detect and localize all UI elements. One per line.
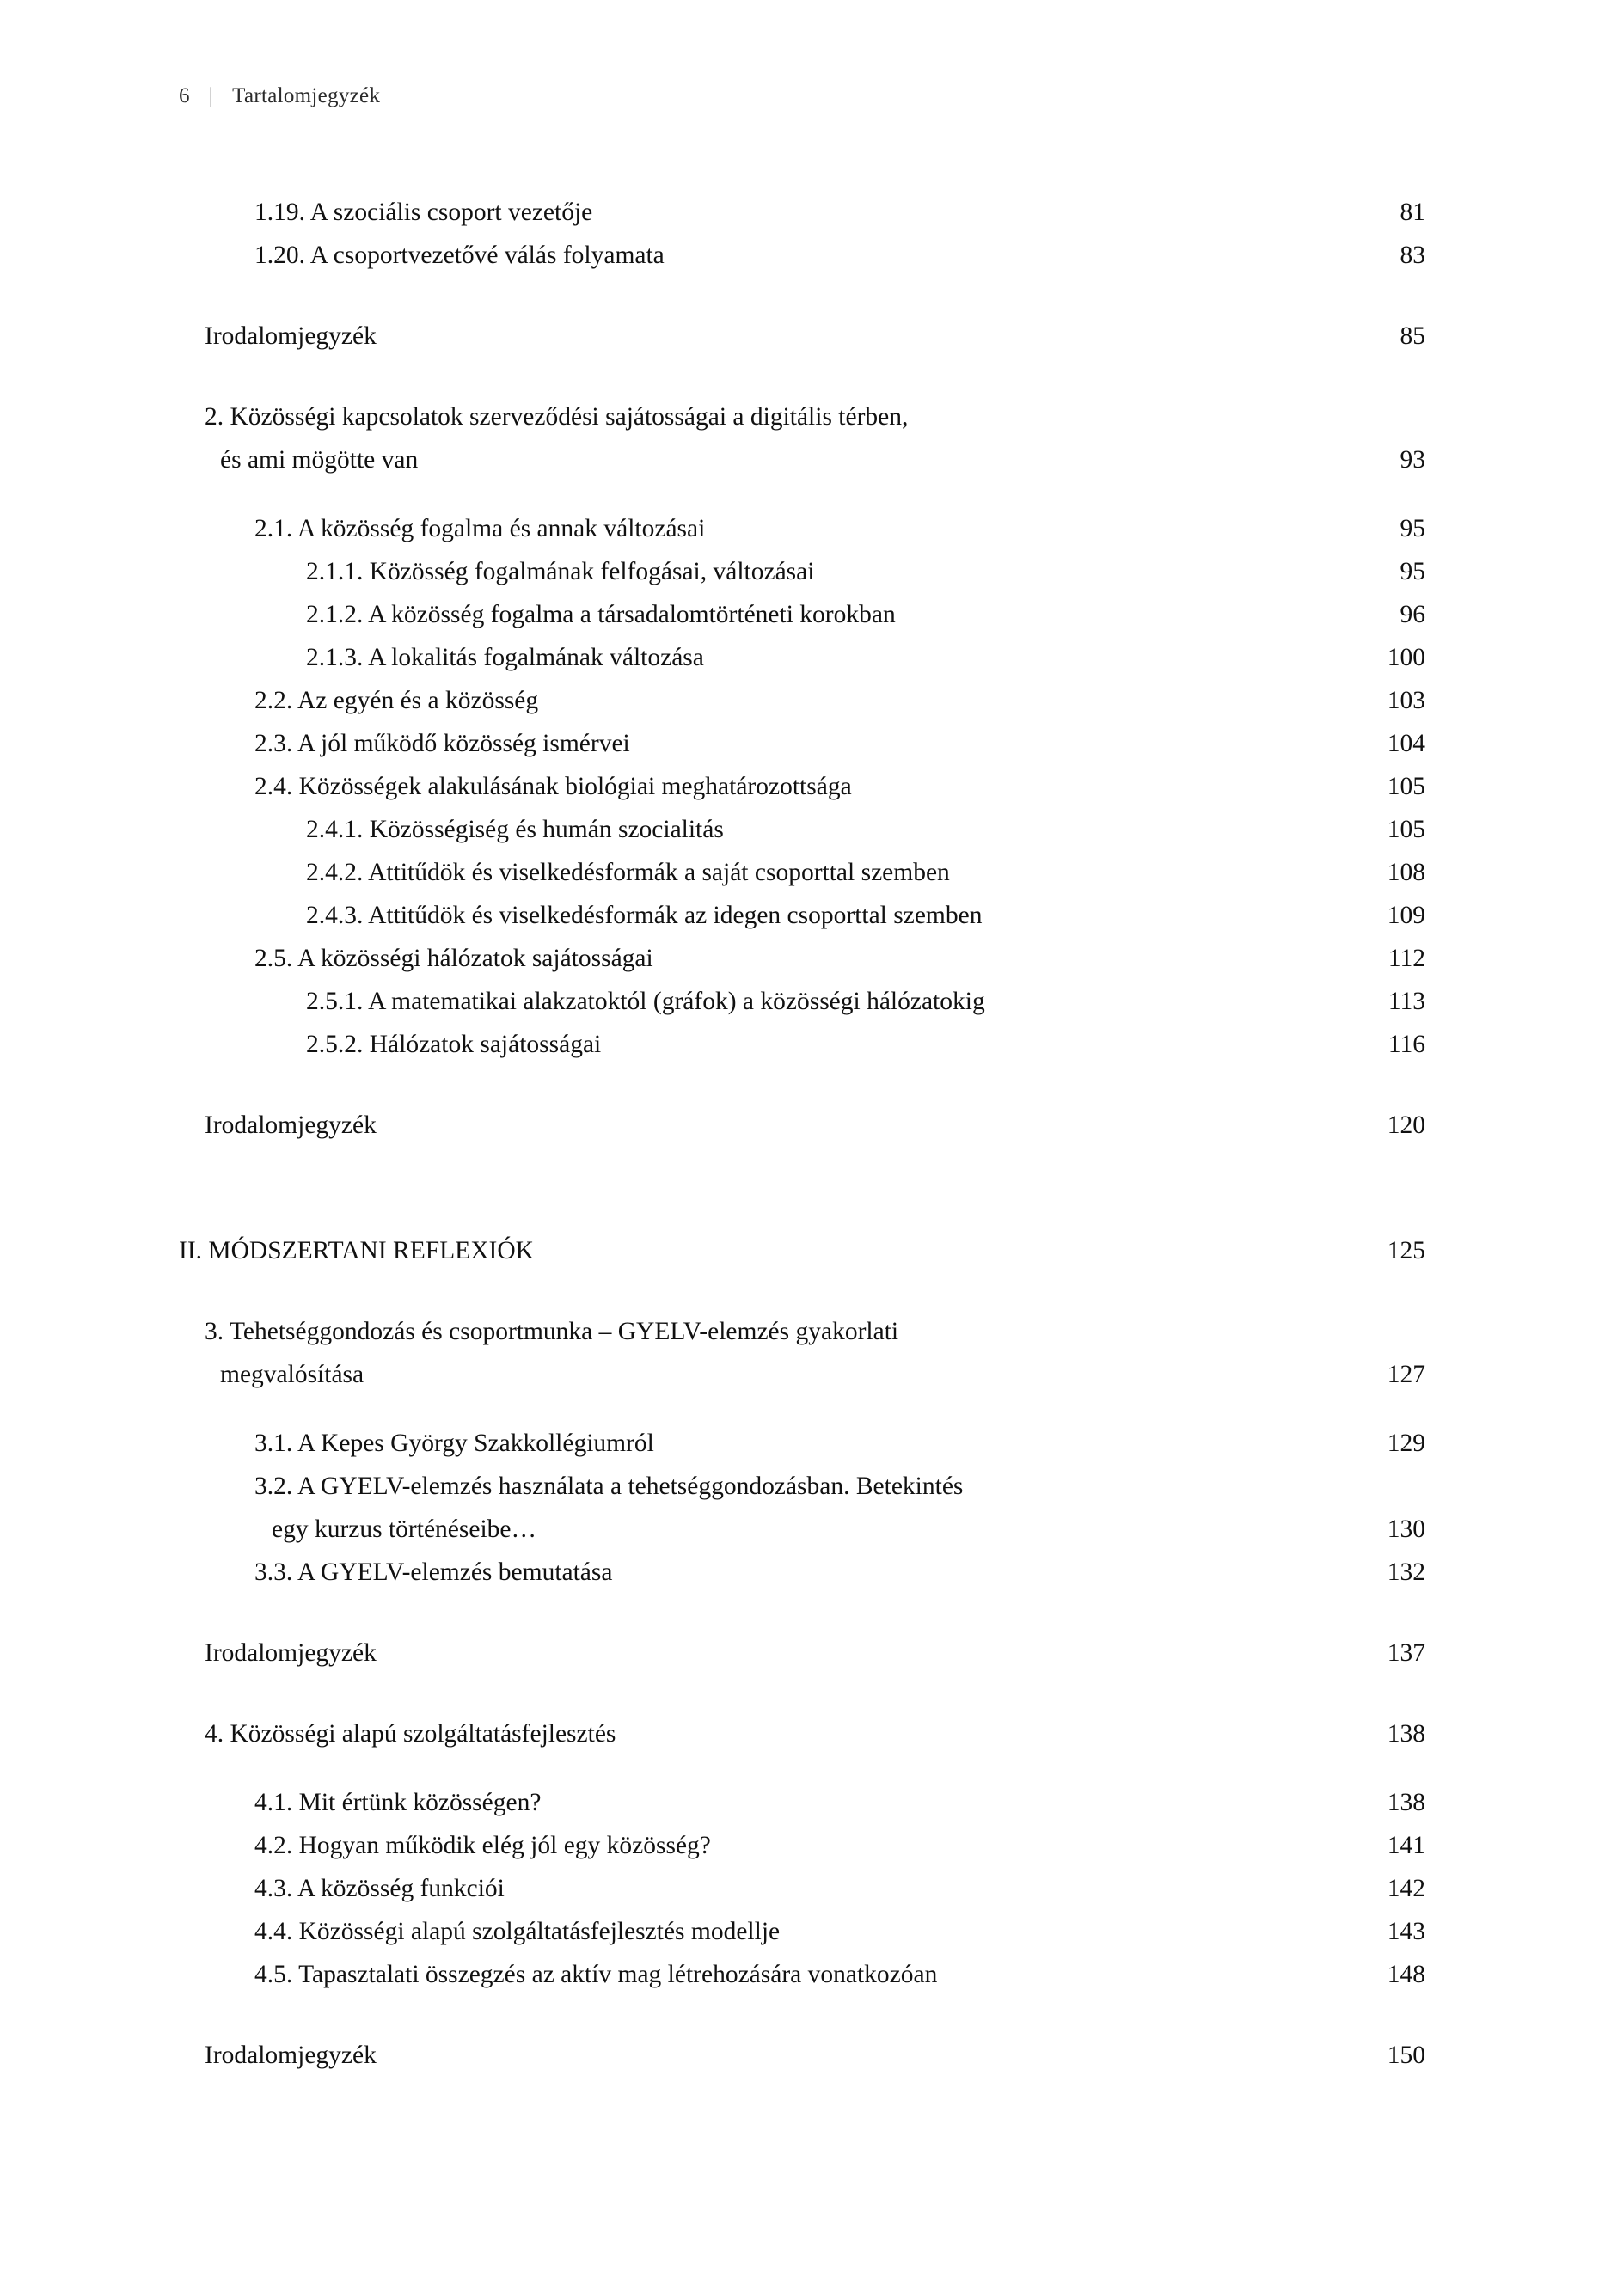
toc-entry-page: 95 — [1400, 515, 1425, 542]
spacer — [179, 1396, 1425, 1422]
spacer — [179, 358, 1425, 395]
toc-entry-title: 4. Közösségi alapú szolgáltatásfejlesztés — [205, 1720, 616, 1748]
spacer — [179, 1675, 1425, 1712]
toc-entry-chapter[interactable] — [205, 395, 1425, 438]
toc-entry-title: 2.4. Közösségek alakulásának biológiai meghatározottsága — [254, 773, 852, 800]
toc-entry-title: 1.20. A csoportvezetővé válás folyamata — [254, 242, 665, 269]
toc-entry-bibliography[interactable] — [205, 2034, 1425, 2077]
toc-entry-title: 1.19. A szociális csoport vezetője — [254, 199, 593, 226]
table-of-contents — [179, 191, 1425, 2077]
toc-entry-title: Irodalomjegyzék — [205, 322, 377, 350]
toc-entry[interactable] — [254, 765, 1425, 808]
toc-entry-page: 130 — [1387, 1515, 1425, 1543]
toc-entry-page: 85 — [1400, 322, 1425, 350]
toc-entry-bibliography[interactable] — [205, 1632, 1425, 1675]
toc-entry-page: 129 — [1387, 1430, 1425, 1457]
spacer — [179, 1147, 1425, 1229]
toc-entry-title: 2.5.1. A matematikai alakzatoktól (gráfok) a közösségi hálózatokig — [306, 988, 985, 1015]
toc-entry[interactable] — [254, 191, 1425, 234]
toc-entry-title: 2.1. A közösség fogalma és annak változásai — [254, 515, 706, 542]
toc-entry[interactable] — [254, 1422, 1425, 1465]
toc-entry-chapter[interactable] — [205, 1310, 1425, 1353]
toc-entry-title: Irodalomjegyzék — [205, 2042, 377, 2069]
toc-entry[interactable] — [306, 808, 1425, 851]
toc-entry-page: 148 — [1387, 1961, 1425, 1988]
toc-entry-title: 2.5.2. Hálózatok sajátosságai — [306, 1031, 602, 1058]
toc-entry-title: és ami mögötte van — [220, 446, 419, 474]
toc-entry-page: 104 — [1387, 730, 1425, 757]
toc-entry-title: 3.2. A GYELV-elemzés használata a tehetséggondozásban. Betekintés — [254, 1473, 964, 1500]
toc-entry-title: 2.4.2. Attitűdök és viselkedésformák a saját csoporttal szemben — [306, 859, 950, 886]
toc-entry-page: 127 — [1387, 1361, 1425, 1388]
toc-entry-title: 3.1. A Kepes György Szakkollégiumról — [254, 1430, 654, 1457]
toc-entry[interactable] — [254, 722, 1425, 765]
toc-entry[interactable] — [254, 679, 1425, 722]
toc-entry-title: 3.3. A GYELV-elemzés bemutatása — [254, 1558, 613, 1586]
spacer — [179, 1996, 1425, 2034]
toc-entry[interactable] — [254, 1465, 1425, 1508]
toc-entry-title: 2.1.3. A lokalitás fogalmának változása — [306, 644, 704, 671]
toc-entry-title: 4.5. Tapasztalati összegzés az aktív mag létrehozására vonatkozóan — [254, 1961, 938, 1988]
toc-entry-page: 112 — [1388, 945, 1425, 972]
toc-entry-page: 81 — [1400, 199, 1425, 226]
spacer — [179, 277, 1425, 315]
spacer — [179, 1272, 1425, 1310]
toc-entry-title: 3. Tehetséggondozás és csoportmunka – GYELV-elemzés gyakorlati — [205, 1318, 899, 1345]
toc-entry-page: 120 — [1387, 1111, 1425, 1139]
toc-entry-page: 138 — [1387, 1720, 1425, 1748]
toc-entry[interactable] — [254, 1551, 1425, 1594]
toc-entry[interactable] — [254, 507, 1425, 550]
running-head-label: Tartalomjegyzék — [232, 84, 381, 107]
toc-entry-title: Irodalomjegyzék — [205, 1111, 377, 1139]
running-head — [179, 84, 380, 108]
toc-entry-title: 4.3. A közösség funkciói — [254, 1875, 505, 1902]
toc-entry-title: egy kurzus történéseibe… — [272, 1515, 537, 1543]
toc-entry-title: 2.1.1. Közösség fogalmának felfogásai, változásai — [306, 558, 815, 585]
page-folio: 6 — [179, 84, 190, 107]
toc-entry-page: 138 — [1387, 1789, 1425, 1816]
toc-entry-title: 4.1. Mit értünk közösségen? — [254, 1789, 542, 1816]
toc-entry[interactable] — [306, 894, 1425, 937]
toc-entry-page: 93 — [1400, 446, 1425, 474]
toc-entry-page: 100 — [1387, 644, 1425, 671]
toc-entry[interactable] — [254, 1867, 1425, 1910]
toc-entry[interactable] — [306, 593, 1425, 636]
toc-entry-title: 2. Közösségi kapcsolatok szerveződési sajátosságai a digitális térben, — [205, 403, 909, 431]
spacer — [179, 1755, 1425, 1781]
toc-entry-bibliography[interactable] — [205, 1104, 1425, 1147]
toc-entry[interactable] — [254, 1824, 1425, 1867]
toc-entry-title: 2.3. A jól működő közösség ismérvei — [254, 730, 630, 757]
toc-entry[interactable] — [254, 937, 1425, 980]
toc-entry-page: 109 — [1387, 902, 1425, 929]
toc-entry[interactable] — [254, 1910, 1425, 1953]
toc-entry-page: 142 — [1387, 1875, 1425, 1902]
toc-entry-title: 4.2. Hogyan működik elég jól egy közösség? — [254, 1832, 711, 1859]
toc-entry-page: 143 — [1387, 1918, 1425, 1945]
toc-entry-page: 83 — [1400, 242, 1425, 269]
toc-entry-title: 2.5. A közösségi hálózatok sajátosságai — [254, 945, 653, 972]
toc-entry-bibliography[interactable] — [205, 315, 1425, 358]
toc-entry-page: 125 — [1387, 1237, 1425, 1264]
toc-entry[interactable] — [254, 1953, 1425, 1996]
toc-entry-chapter-continuation[interactable] — [220, 438, 1425, 481]
toc-entry-page: 95 — [1400, 558, 1425, 585]
toc-entry[interactable] — [306, 636, 1425, 679]
toc-entry-page: 105 — [1387, 773, 1425, 800]
toc-entry-title: 2.1.2. A közösség fogalma a társadalomtörténeti korokban — [306, 601, 896, 628]
toc-entry-continuation[interactable] — [272, 1508, 1425, 1551]
toc-entry[interactable] — [306, 980, 1425, 1023]
toc-entry-page: 137 — [1387, 1639, 1425, 1667]
spacer — [179, 1066, 1425, 1104]
toc-entry[interactable] — [306, 550, 1425, 593]
toc-entry-title: II. MÓDSZERTANI REFLEXIÓK — [179, 1237, 534, 1264]
toc-entry[interactable] — [306, 1023, 1425, 1066]
spacer — [179, 481, 1425, 507]
toc-entry-title: 2.4.3. Attitűdök és viselkedésformák az idegen csoporttal szemben — [306, 902, 983, 929]
toc-entry-page: 150 — [1387, 2042, 1425, 2069]
toc-entry[interactable] — [306, 851, 1425, 894]
toc-entry-page: 116 — [1388, 1031, 1425, 1058]
toc-entry-title: 2.4.1. Közösségiség és humán szocialitás — [306, 816, 724, 843]
toc-entry[interactable] — [254, 1781, 1425, 1824]
toc-entry-chapter-continuation[interactable] — [220, 1353, 1425, 1396]
running-head-separator: | — [208, 84, 214, 107]
toc-entry-page: 141 — [1387, 1832, 1425, 1859]
toc-entry-page: 96 — [1400, 601, 1425, 628]
spacer — [179, 1594, 1425, 1632]
toc-entry-chapter[interactable] — [205, 1712, 1425, 1755]
toc-entry-page: 132 — [1387, 1558, 1425, 1586]
toc-entry-title: 4.4. Közösségi alapú szolgáltatásfejlesztés modellje — [254, 1918, 781, 1945]
toc-entry-title: Irodalomjegyzék — [205, 1639, 377, 1667]
toc-entry-title: 2.2. Az egyén és a közösség — [254, 687, 539, 714]
toc-entry-page: 108 — [1387, 859, 1425, 886]
toc-entry[interactable] — [254, 234, 1425, 277]
toc-entry-part[interactable] — [179, 1229, 1425, 1272]
toc-entry-page: 105 — [1387, 816, 1425, 843]
toc-entry-page: 103 — [1387, 687, 1425, 714]
toc-entry-title: megvalósítása — [220, 1361, 364, 1388]
toc-entry-page: 113 — [1388, 988, 1425, 1015]
